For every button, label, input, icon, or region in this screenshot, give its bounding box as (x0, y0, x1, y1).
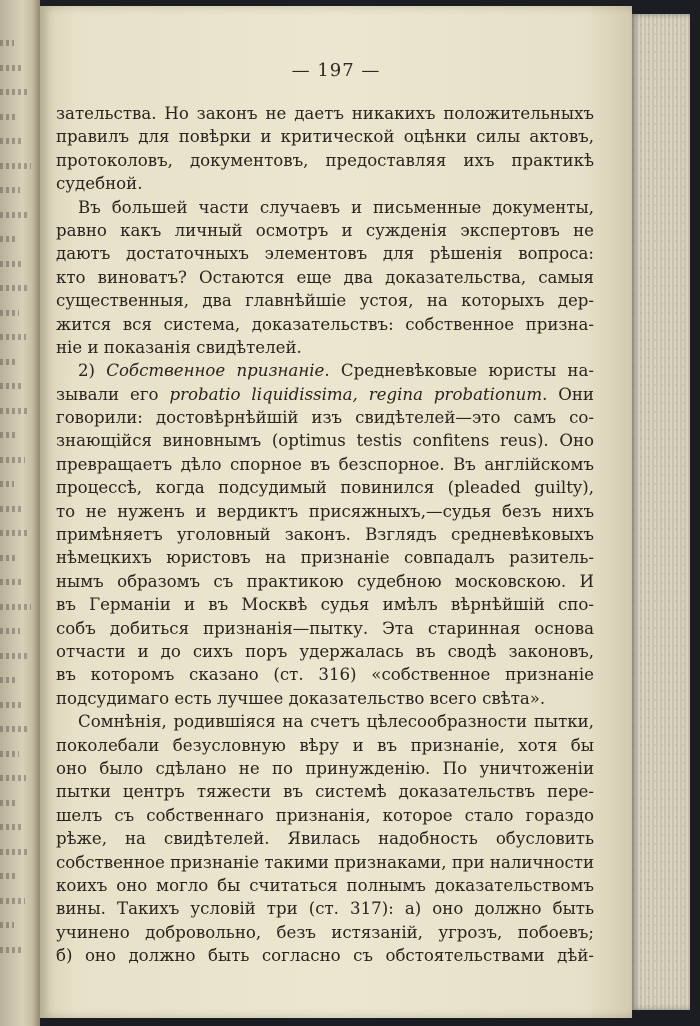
text-line: Въ большей части случаевъ и письменные документы, (78, 197, 594, 217)
left-page-text-fragment (0, 261, 23, 267)
text-line: превращаетъ дѣло спорное въ безспорное. Въ англійскомъ (56, 454, 594, 474)
text-line: ніе и показанія свидѣтелей. (56, 337, 302, 357)
left-page-text-fragment (0, 65, 21, 71)
left-page-text-fragment (0, 138, 24, 144)
text-line: протоколовъ, документовъ, предоставляя ихъ практикѣ (56, 150, 594, 170)
left-page-text-fragment (0, 40, 14, 46)
left-page-text-fragment (0, 947, 21, 953)
previous-page-edge (0, 0, 40, 1026)
text-line: пытки центръ тяжести въ системѣ доказательствъ пере- (56, 782, 594, 802)
text-line: существенныя, два главнѣйшіе устоя, на которыхъ дер- (56, 291, 594, 311)
text-line: шелъ съ собственнаго признанія, которое стало гораздо (56, 805, 594, 825)
text-line: судебной. (56, 174, 143, 194)
text-line: говорили: достовѣрнѣйшій изъ свидѣтелей—это самъ со- (56, 408, 594, 428)
text-line: зательства. Но законъ не даетъ никакихъ положительныхъ (56, 104, 594, 123)
left-page-text-fragment (0, 457, 25, 463)
text-line: рѣже, на свидѣтелей. Явилась надобность обусловить (56, 829, 594, 849)
left-page-text-fragment (0, 285, 30, 291)
text-line: подсудимаго есть лучшее доказательство всего свѣта». (56, 688, 546, 708)
left-page-text-fragment (0, 530, 28, 536)
text-line (56, 359, 594, 382)
left-page-text-fragment (0, 653, 27, 659)
text-line: коихъ оно могло бы считаться полнымъ доказательствомъ (56, 875, 594, 895)
left-page-text-fragment (0, 506, 21, 512)
left-page-text-fragment (0, 212, 27, 218)
left-page-text-fragment (0, 726, 30, 732)
text-line: собственное признаніе такими признаками, при наличности (56, 852, 594, 872)
text-line: правилъ для повѣрки и критической оцѣнки силы актовъ, (56, 127, 594, 147)
left-page-text-fragment (0, 89, 28, 95)
text-line (56, 383, 594, 406)
left-page-text-fragment (0, 604, 31, 610)
left-page-text-fragment (0, 481, 14, 487)
book-page-edges (632, 14, 690, 1010)
text-line: нѣмецкихъ юристовъ на признаніе совпадалъ разитель- (56, 548, 594, 568)
left-page-text-fragment (0, 898, 25, 904)
left-page-text-fragment (0, 334, 26, 340)
left-page-text-fragment (0, 114, 17, 120)
left-page-text-fragment (0, 187, 20, 193)
text-line: вины. Такихъ условій три (ст. 317): а) оно должно быть (56, 899, 594, 919)
text-line: въ которомъ сказано (ст. 316) «собственное признаніе (56, 665, 594, 685)
text-line: б) оно должно быть согласно съ обстоятельствами дѣй- (56, 946, 594, 966)
left-page-text-fragment (0, 432, 18, 438)
text-line: то не нуженъ и вердиктъ присяжныхъ,—судья безъ нихъ (56, 501, 594, 521)
left-page-text-fragment (0, 310, 19, 316)
text-line: оно было сдѣлано не по принужденію. По уничтоженіи (56, 758, 594, 778)
text-run: 2) (78, 361, 107, 381)
text-line: жится вся система, доказательствъ: собственное призна- (56, 314, 594, 334)
left-page-text-fragment (0, 677, 16, 683)
text-run: . Они (542, 384, 594, 404)
text-run: . Средневѣковые юристы на- (324, 361, 594, 381)
left-page-text-fragment (0, 163, 31, 169)
left-page-text-fragment (0, 236, 16, 242)
left-page-text-fragment (0, 628, 20, 634)
page-number: — 197 — (291, 60, 381, 81)
left-page-text-fragment (0, 751, 19, 757)
italic-phrase: Собственное признаніе (106, 361, 325, 381)
text-line: въ Германіи и въ Москвѣ судья имѣлъ вѣрнѣйшій спо- (56, 595, 594, 615)
text-line: процессѣ, когда подсудимый повинился (pleaded guilty), (56, 478, 594, 498)
text-line: нымъ образомъ съ практикою судебною московскою. И (56, 571, 594, 591)
text-line: отчасти и до сихъ поръ удержалась въ сводѣ законовъ, (56, 641, 594, 661)
left-page-text-fragment (0, 800, 15, 806)
body-text (56, 102, 594, 967)
left-page-text-fragment (0, 824, 22, 830)
left-page-text-fragment (0, 359, 15, 365)
left-page-text-fragment (0, 873, 18, 879)
text-line: поколебали безусловную вѣру и въ признаніе, хотя бы (56, 735, 594, 755)
text-line: равно какъ личный осмотръ и сужденія экспертовъ не (56, 220, 594, 240)
text-line: Сомнѣнія, родившіяся на счетъ цѣлесообразности пытки, (78, 712, 594, 732)
left-page-text-fragment (0, 383, 22, 389)
text-line: учинено добровольно, безъ истязаній, угрозъ, побоевъ; (56, 922, 594, 942)
book-page (40, 6, 632, 1018)
left-page-text-fragment (0, 408, 29, 414)
text-line: кто виноватъ? Остаются еще два доказательства, самыя (56, 267, 594, 287)
left-page-text-fragment (0, 555, 17, 561)
text-run: зывали его (56, 384, 170, 404)
left-page-text-fragment (0, 579, 24, 585)
italic-phrase: probatio liquidissima, regina probationum (169, 384, 543, 404)
text-line: знающійся виновнымъ (optimus testis confitens reus). Оно (56, 431, 594, 451)
left-page-text-fragment (0, 775, 26, 781)
text-line: собъ добиться признанія—пытку. Эта старинная основа (56, 618, 594, 638)
left-page-text-fragment (0, 702, 23, 708)
left-page-text-fragment (0, 849, 29, 855)
left-page-text-fragment (0, 922, 14, 928)
text-line: даютъ достаточныхъ элементовъ для рѣшенія вопроса: (56, 244, 594, 264)
text-line: примѣняетъ уголовный законъ. Взглядъ средневѣковыхъ (56, 525, 594, 545)
